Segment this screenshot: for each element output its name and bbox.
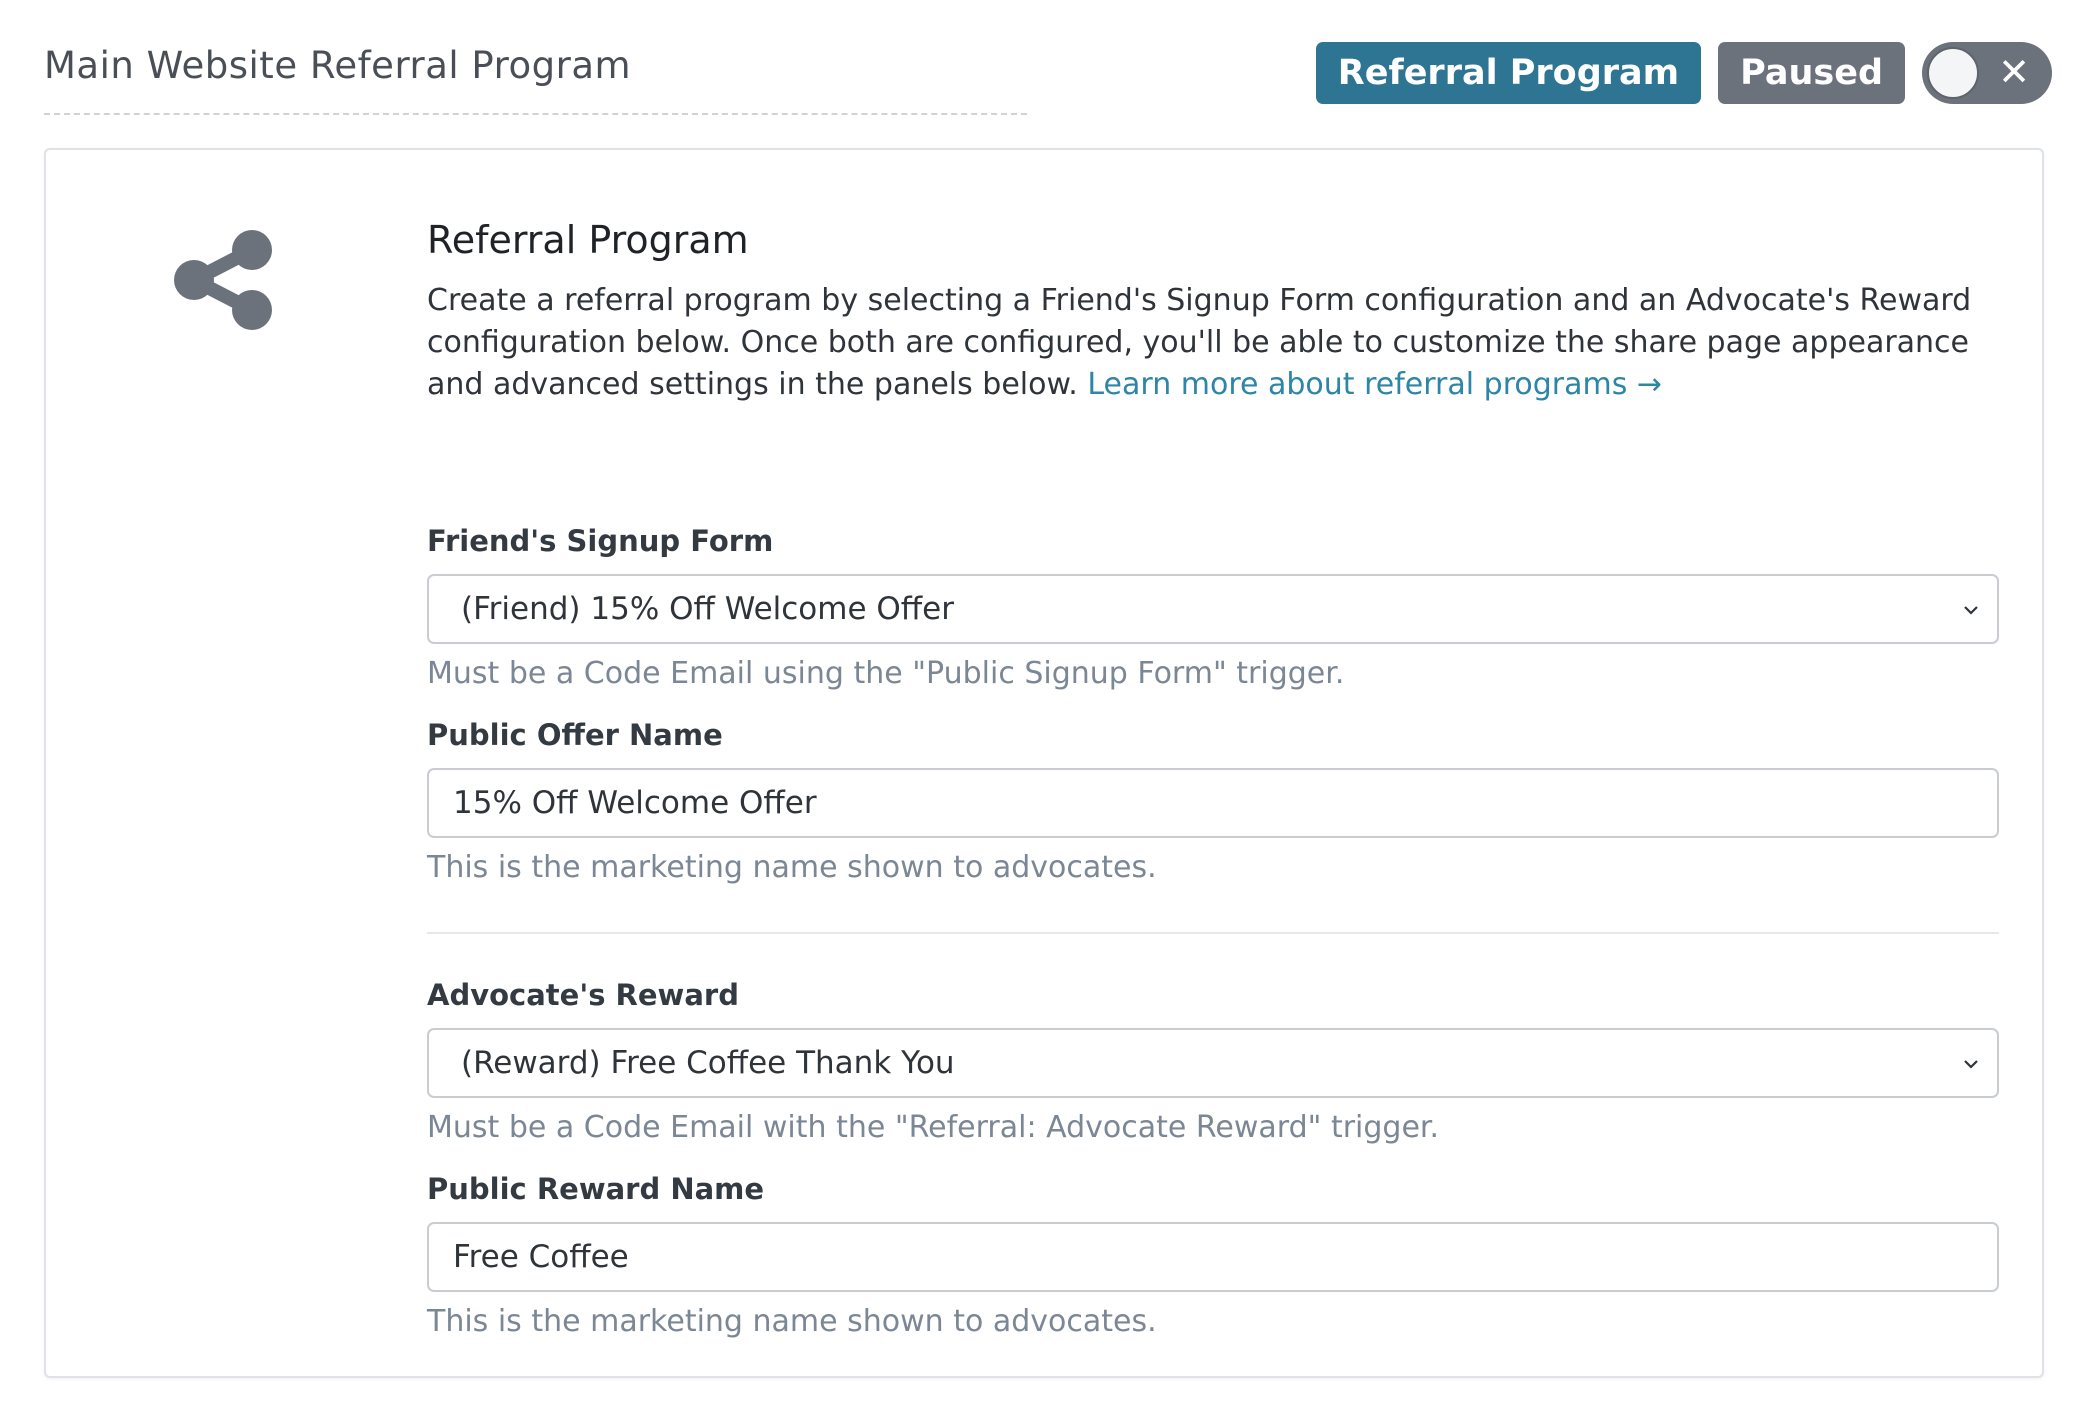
description-text: Create a referral program by selecting a Friend's Signup Form configuration and an Advocate's Reward configuration below. Once both are configured, you'll be able to customize the share page appearance and advanced settings in the panels below. — [427, 283, 1972, 402]
program-active-toggle[interactable] — [1922, 42, 2052, 104]
friend-signup-select[interactable] — [427, 574, 1999, 644]
share-icon — [172, 228, 276, 332]
chevron-down-icon — [1961, 1054, 1981, 1074]
public-reward-label: Public Reward Name — [427, 1172, 765, 1206]
toggle-knob — [1927, 47, 1979, 99]
friend-signup-help: Must be a Code Email using the "Public Signup Form" trigger. — [427, 656, 1345, 691]
section-divider — [427, 932, 1999, 934]
card-content — [427, 218, 1999, 1339]
header-badges — [1316, 42, 2052, 104]
public-reward-input[interactable] — [427, 1222, 1999, 1292]
public-offer-input[interactable] — [427, 768, 1999, 838]
page-header — [44, 44, 1027, 115]
page-title: Main Website Referral Program — [44, 44, 632, 87]
learn-more-link[interactable]: Learn more about referral programs → — [1087, 367, 1663, 402]
chevron-down-icon — [1961, 600, 1981, 620]
public-offer-label: Public Offer Name — [427, 718, 723, 752]
advocate-reward-select[interactable] — [427, 1028, 1999, 1098]
advocate-reward-label: Advocate's Reward — [427, 978, 739, 1012]
section-description — [427, 280, 1999, 406]
program-type-badge: Referral Program — [1316, 42, 1701, 104]
status-badge: Paused — [1718, 42, 1905, 104]
public-offer-help: This is the marketing name shown to advocates. — [427, 850, 1157, 885]
friend-signup-selected-value: (Friend) 15% Off Welcome Offer — [461, 591, 954, 627]
section-title: Referral Program — [427, 218, 749, 262]
referral-program-card — [44, 148, 2044, 1378]
advocate-reward-selected-value: (Reward) Free Coffee Thank You — [461, 1045, 955, 1081]
advocate-reward-help: Must be a Code Email with the "Referral: Advocate Reward" trigger. — [427, 1110, 1440, 1145]
friend-signup-label: Friend's Signup Form — [427, 524, 774, 558]
close-icon: ✕ — [1998, 50, 2030, 94]
public-reward-help: This is the marketing name shown to advocates. — [427, 1304, 1157, 1339]
public-reward-value: Free Coffee — [453, 1239, 629, 1275]
public-offer-value: 15% Off Welcome Offer — [453, 785, 817, 821]
